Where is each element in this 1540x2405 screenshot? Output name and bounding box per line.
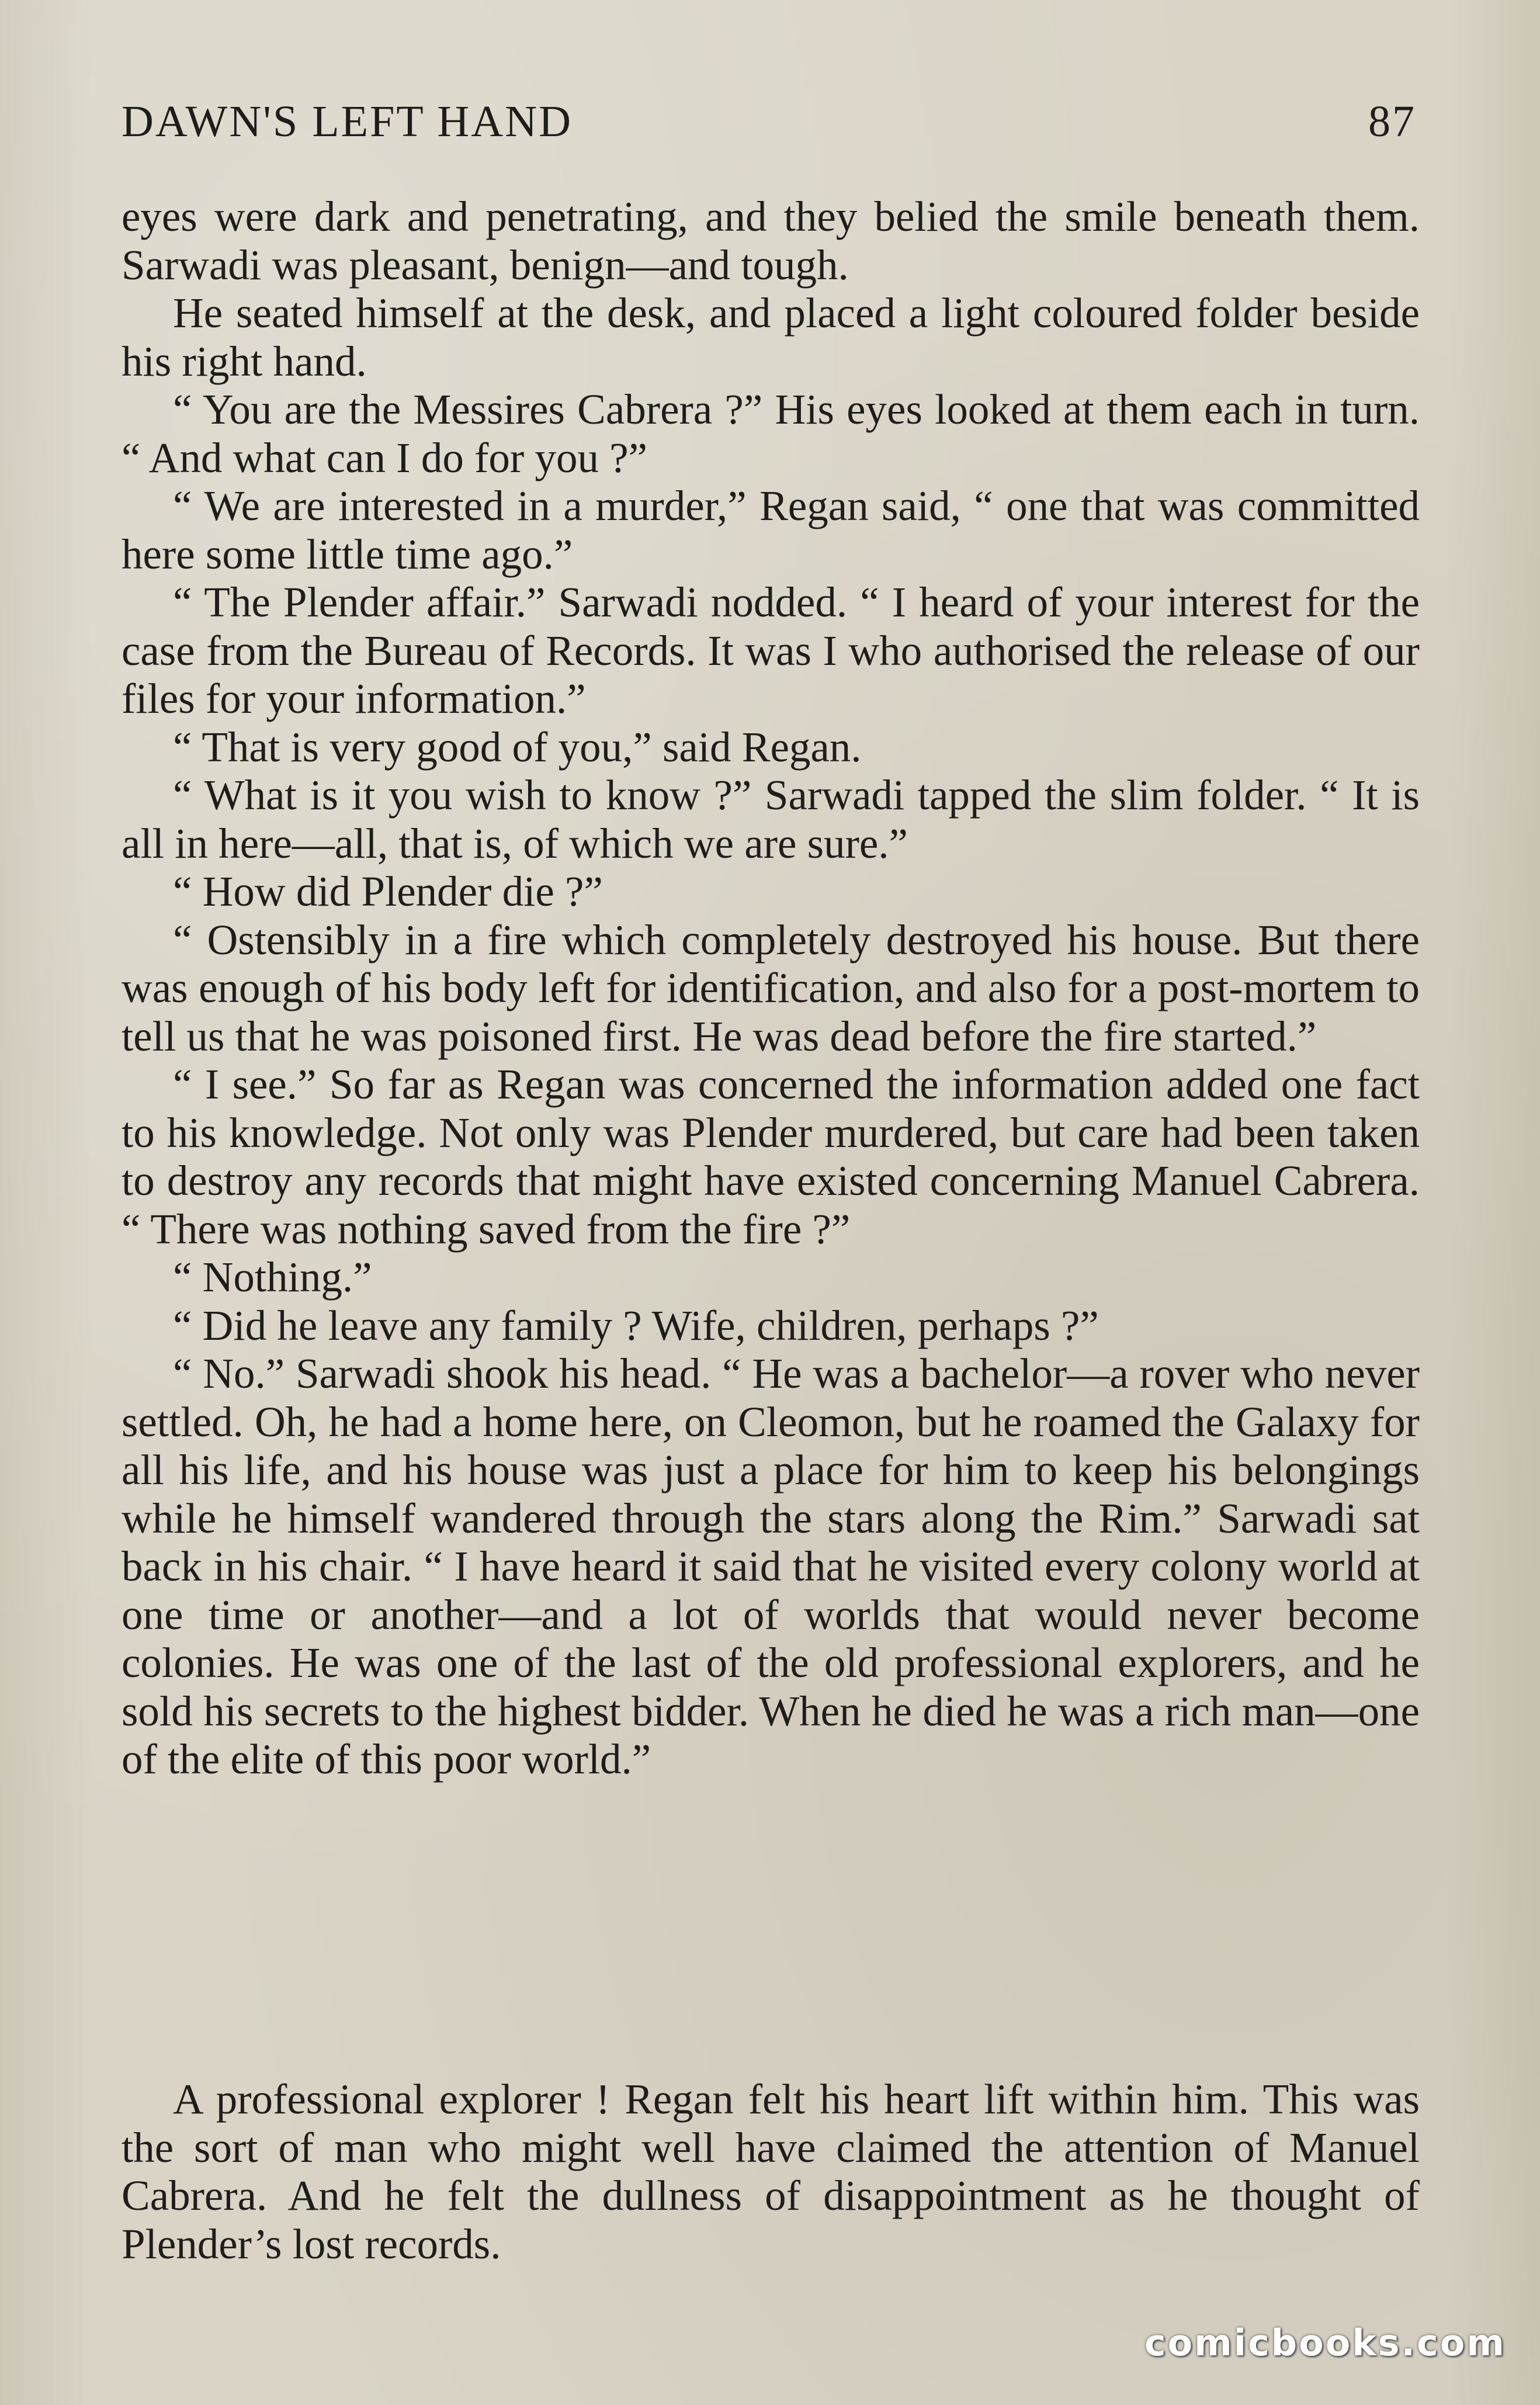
paragraph: He seated himself at the desk, and placed a light coloured folder beside his right hand. <box>122 289 1420 385</box>
paragraph: “ That is very good of you,” said Regan. <box>173 723 862 771</box>
closing-paragraph: A professional explorer ! Regan felt his heart lift within him. This was the sort of man who might well have claimed the attention of Manuel Cabrera. And he felt the dullness of disappointment as he thought of Plender’s lost records. <box>122 2075 1420 2268</box>
running-title: DAWN'S LEFT HAND <box>122 96 573 146</box>
paragraph: “ We are interested in a murder,” Regan said, “ one that was committed here some little time ago.” <box>122 482 1420 578</box>
paragraph: “ You are the Messires Cabrera ?” His eyes looked at them each in turn. “ And what can I do for you ?” <box>122 386 1420 481</box>
body-text <box>122 193 1420 1784</box>
paragraph: “ No.” Sarwadi shook his head. “ He was a bachelor—a rover who never settled. Oh, he had a home here, on Cleomon, but he roamed the Galaxy for all his life, and his house was just a place for him to keep his belongings while he himself wandered through the stars along the Rim.” Sarwadi sat back in his chair. “ I have heard it said that he visited every colony world at one time or another—and a lot of worlds that would never become colonies. He was one of the last of the old professional explorers, and he sold his secrets to the highest bidder. When he died he was a rich man—one of the elite of this poor world.” <box>122 1350 1420 1783</box>
paragraph: “ How did Plender die ?” <box>173 868 603 915</box>
page-number: 87 <box>1368 96 1416 146</box>
paragraph: “ I see.” So far as Regan was concerned the information added one fact to his knowledge. Not only was Plender murdered, but care had been taken to destroy any records that might have existed concerning Manuel Cabrera. “ There was nothing saved from the fire ?” <box>122 1061 1420 1253</box>
paragraph: “ Nothing.” <box>173 1253 372 1301</box>
paragraph: “ Did he leave any family ? Wife, children, perhaps ?” <box>173 1301 1099 1349</box>
running-head <box>122 92 1416 151</box>
paragraph: “ Ostensibly in a fire which completely destroyed his house. But there was enough of his body left for identification, and also for a post-mortem to tell us that he was poisoned first. He was dead before the fire started.” <box>122 916 1420 1060</box>
paragraph: eyes were dark and penetrating, and they belied the smile beneath them. Sarwadi was pleasant, benign—and tough. <box>122 193 1420 289</box>
paragraph: “ What is it you wish to know ?” Sarwadi tapped the slim folder. “ It is all in here—all, that is, of which we are sure.” <box>122 771 1420 867</box>
watermark: comicbooks.com <box>1144 2321 1506 2364</box>
paragraph: “ The Plender affair.” Sarwadi nodded. “ I heard of your interest for the case from the Bureau of Records. It was I who authorised the release of our files for your information.” <box>122 578 1420 722</box>
section-break-text <box>122 2075 1420 2268</box>
